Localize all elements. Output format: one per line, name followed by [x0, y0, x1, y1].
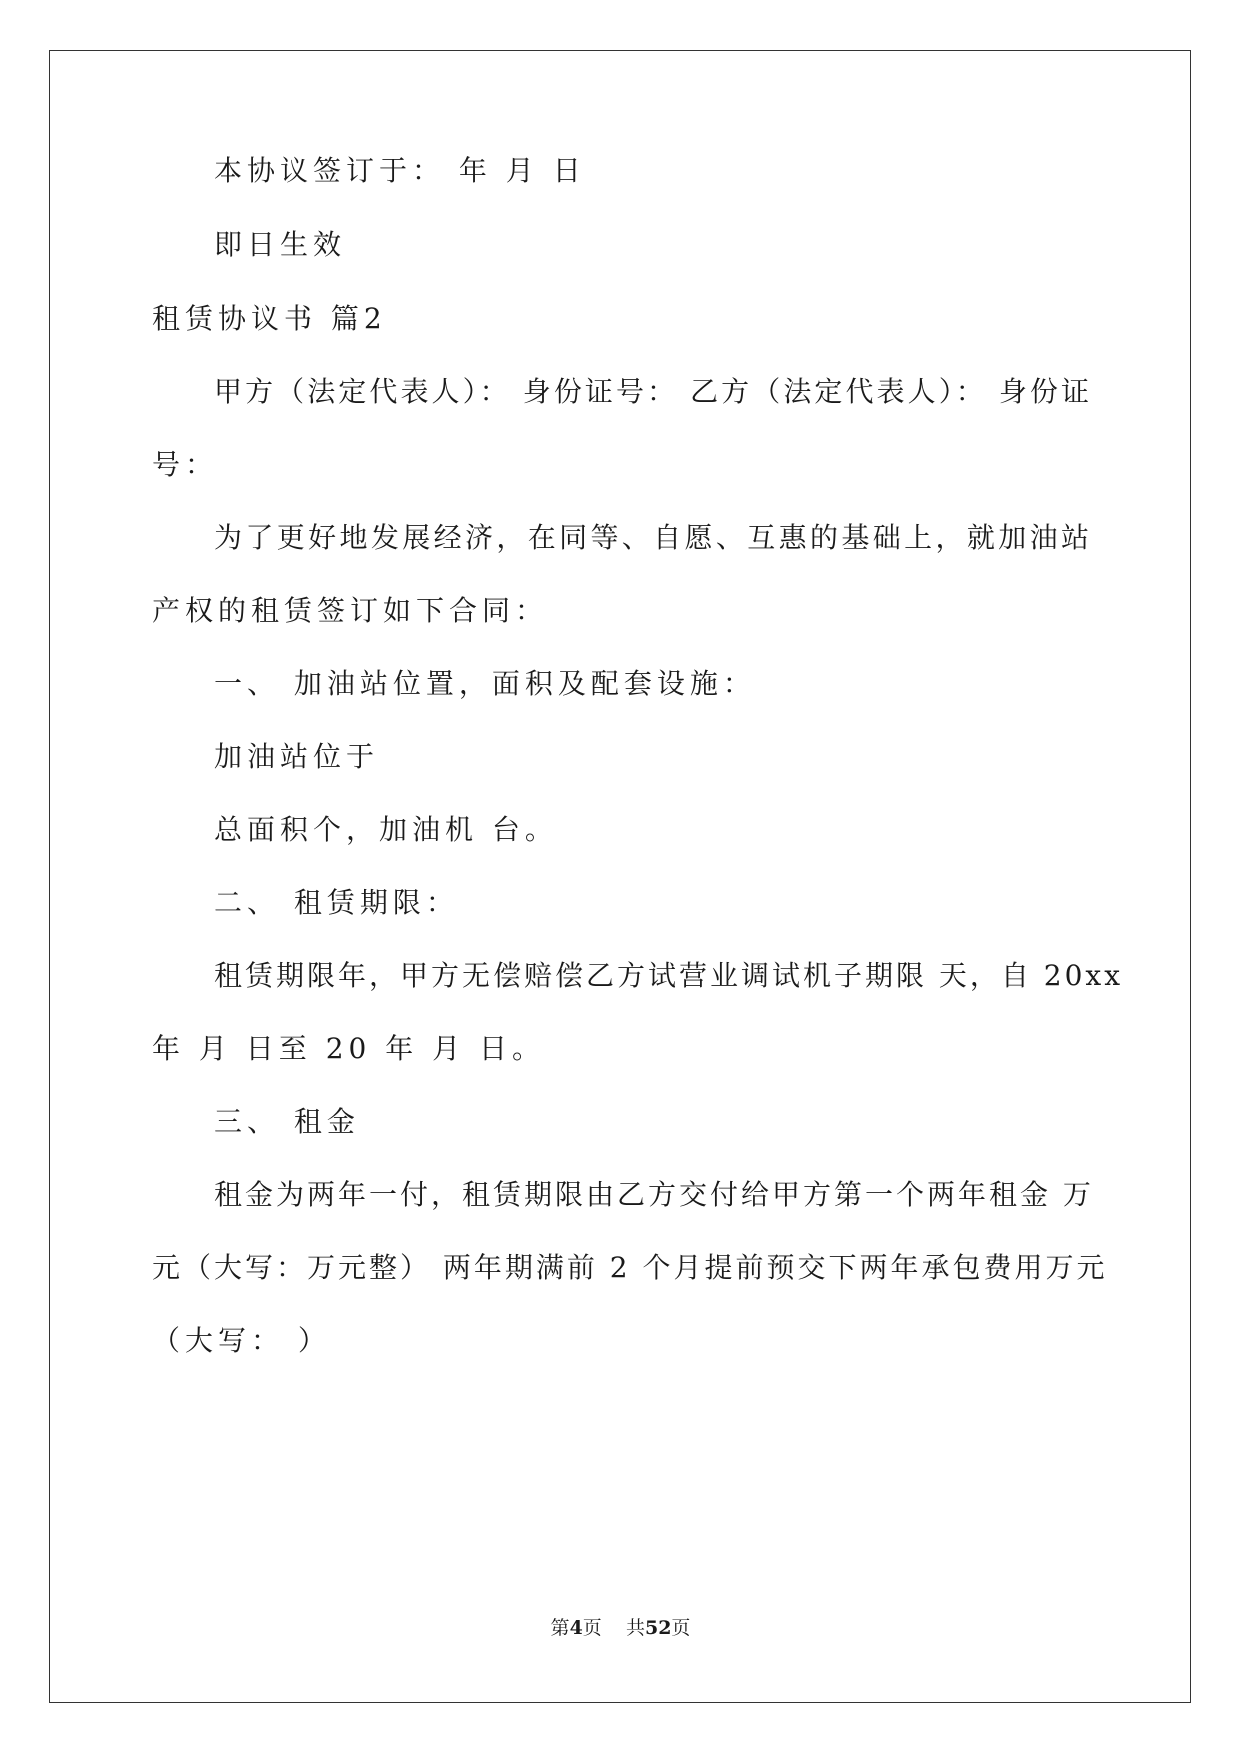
clause-1-area: 总面积个，加油机 台。 — [214, 813, 558, 846]
footer-suffix: 页 — [671, 1617, 691, 1639]
clause-2-heading: 二、 租赁期限： — [214, 886, 459, 919]
parties-line: 甲方（法定代表人）： 身份证号： 乙方（法定代表人）： 身份证 — [214, 375, 1092, 408]
clause-3-rent: 租金为两年一付，租赁期限由乙方交付给甲方第一个两年租金 万 — [214, 1178, 1094, 1211]
preamble-line: 为了更好地发展经济，在同等、自愿、互惠的基础上，就加油站 — [214, 521, 1092, 554]
footer-prefix: 第 — [550, 1617, 570, 1639]
preamble-line-cont: 产权的租赁签订如下合同： — [152, 594, 549, 627]
clause-1-location: 加油站位于 — [214, 740, 380, 773]
clause-3-heading: 三、 租金 — [214, 1105, 360, 1138]
signing-date-line: 本协议签订于： 年 月 日 — [214, 154, 586, 187]
clause-2-term-cont: 年 月 日至 20 年 月 日。 — [152, 1032, 546, 1065]
clause-3-rent-cont: 元（大写：万元整） 两年期满前 2 个月提前预交下两年承包费用万元 — [152, 1251, 1108, 1284]
section-heading: 租赁协议书 篇2 — [152, 302, 387, 335]
clause-2-term: 租赁期限年，甲方无偿赔偿乙方试营业调试机子期限 天，自 20xx — [214, 959, 1124, 992]
effective-line: 即日生效 — [214, 228, 347, 261]
clause-1-heading: 一、 加油站位置，面积及配套设施： — [214, 667, 756, 700]
current-page-number: 4 — [569, 1617, 583, 1639]
total-pages-number: 52 — [644, 1617, 672, 1639]
parties-line-cont: 号： — [152, 448, 219, 481]
page-border — [49, 50, 1191, 1703]
footer-mid: 页 共 — [582, 1617, 645, 1639]
clause-3-rent-cont-2: （大写： ） — [152, 1324, 331, 1357]
page-footer — [0, 1613, 1241, 1640]
